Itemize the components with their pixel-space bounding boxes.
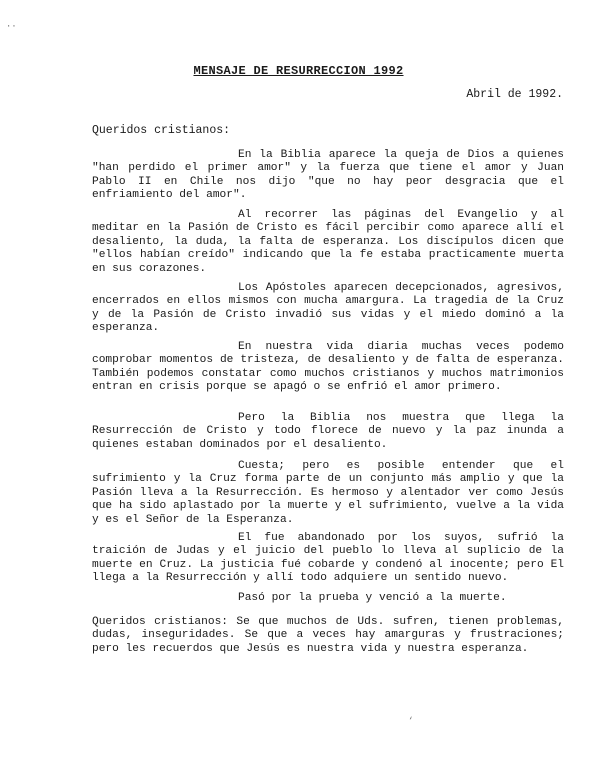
final-paragraph: Queridos cristianos: Se que muchos de Uds. sufren, tienen problemas, dudas, inseguridades. Se que a veces hay amarguras y frustraciones; pero les recuerdos que Jesús es nuestra vida y nuestra esperanza. [92, 616, 564, 655]
document-title: MENSAJE DE RESURRECCION 1992 [193, 64, 404, 78]
closing-line: Pasó por la prueba y venció a la muerte. [238, 592, 507, 604]
paragraph [92, 209, 564, 276]
paragraph [92, 532, 564, 586]
paragraph [92, 460, 564, 527]
paragraph-text: Los Apóstoles aparecen decepcionados, agresivos, encerrados en ellos mismos con mucha amargura. La tragedia de la Cruz y de la Pasión de Cristo invadió sus vidas y el miedo dominó a la esperanza. [92, 282, 564, 335]
paragraph [92, 149, 564, 203]
paragraph [92, 412, 564, 452]
paragraph-text: El fue abandonado por los suyos, sufrió la traición de Judas y el juicio del pueblo lo lleva al suplicio de la muerte en Cruz. La justicia fué cobarde y condenó al inocente; pero El llega a la Resurrección y allí todo adquiere un sentido nuevo. [92, 532, 564, 585]
paragraph-text: En nuestra vida diaria muchas veces podemo comprobar momentos de tristeza, de desaliento y de falta de esperanza. También podemos constatar como muchos cristianos y muchos matrimonios entran en crisis porque se apagó o se enfrió el amor primero. [92, 341, 564, 394]
paragraph [92, 282, 564, 336]
salutation: Queridos cristianos: [92, 124, 231, 137]
paragraph-text: Al recorrer las páginas del Evangelio y al meditar en la Pasión de Cristo es fácil percibir como aparece allí el desaliento, la duda, la falta de esperanza. Los discípulos dicen que "ellos habían creído" indicando que la fe estaba practicamente muerta en sus corazones. [92, 209, 564, 275]
paragraph-text: Cuesta; pero es posible entender que el sufrimiento y la Cruz forma parte de un conjunto más amplio y que la Pasión lleva a la Resurrección. Es hermoso y alentador ver como Jesús que ha sido aplastado por la muerte y el sufrimiento, vuelve a la vida y es el Señor de la Esperanza. [92, 460, 564, 526]
paragraph [92, 341, 564, 395]
scan-speck-icon: ‘ [408, 716, 414, 726]
scan-speck-icon: ⋅⋅ [6, 22, 17, 32]
paragraph-text: En la Biblia aparece la queja de Dios a quienes "han perdido el primer amor" y la fuerza que tiene el amor y Juan Pablo II en Chile nos dijo "que no hay peor desgracia que el enfriamiento del amor". [92, 149, 564, 202]
document-date: Abril de 1992. [466, 88, 563, 101]
paragraph-text: Pero la Biblia nos muestra que llega la Resurrección de Cristo y todo florece de nuevo y la paz inunda a quienes estaban dominados por el desaliento. [92, 412, 564, 451]
